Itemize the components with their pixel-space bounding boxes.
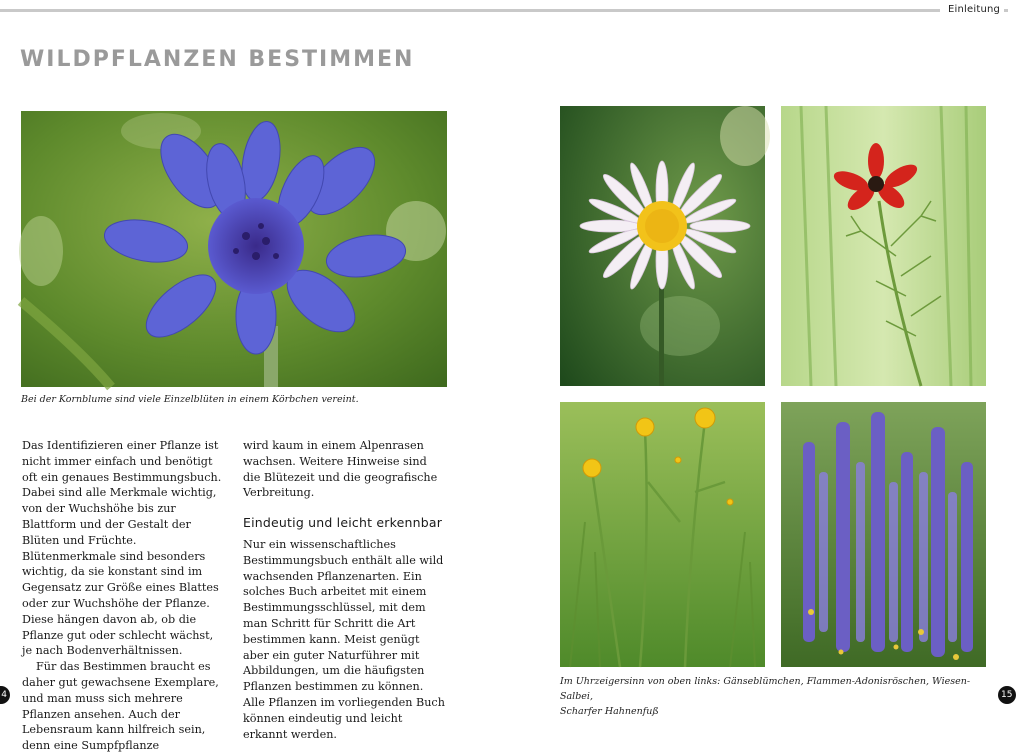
- page-number-left: 4: [0, 686, 10, 704]
- paragraph-identification: Nur ein wissenschaftliches Bestimmungsbuch enthält alle wild wachsenden Pflanzenarten. Ein solches Buch arbeitet mit einem Bestimmungsschlüssel, mit dem man Schritt für Schritt die Art bestimmen kann. Meist genügt aber ein guter Naturführer mit Abbildungen, um die häufigsten Pflanzen bestimmen zu können. Alle Pflanzen im vorliegenden Buch können eindeutig und leicht erkannt werden.: [243, 537, 445, 741]
- cornflower-caption: Bei der Kornblume sind viele Einzelblüten in einem Körbchen vereint.: [21, 394, 359, 405]
- section-label: Einleitung: [948, 4, 1001, 15]
- page-title: WILDPFLANZEN BESTIMMEN: [20, 47, 415, 72]
- paragraph-specimens: Für das Bestimmen braucht es daher gut gewachsene Exemplare, und man muss sich mehrere Pflanzen ansehen. Auch der Lebensraum kann hilfreich sein, denn eine Sumpfpflanze: [22, 660, 219, 753]
- daisy-photo: [560, 106, 765, 386]
- grid-caption: [560, 674, 1000, 719]
- paragraph-intro: Das Identifizieren einer Pflanze ist nicht immer einfach und benötigt oft ein genaues Bestimmungsbuch. Dabei sind alle Merkmale wichtig, von der Wuchshöhe bis zur Blattform und der Gestalt der Blüten und Früchte. Blütenmerkmale sind besonders wichtig, da sie konstant sind im Gegensatz zur Größe eines Blattes oder zur Wuchshöhe der Pflanze. Diese hängen davon ab, ob die Pflanze gut oder schlecht wächst, je nach Bodenverhältnissen.: [22, 439, 222, 658]
- adonis-photo: [781, 106, 986, 386]
- grid-caption-line-2: Scharfer Hahnenfuß: [560, 706, 659, 717]
- buttercup-photo: [560, 402, 765, 667]
- section-heading: Eindeutig und leicht erkennbar: [243, 515, 443, 531]
- salvia-photo: [781, 402, 986, 667]
- grid-caption-line-1: Im Uhrzeigersinn von oben links: Gänseblümchen, Flammen-Adonisröschen, Wiesen-Salbei,: [560, 676, 971, 702]
- header-rule: [0, 9, 940, 12]
- text-column-1: [22, 438, 222, 754]
- paragraph-habitat: wird kaum in einem Alpenrasen wachsen. Weitere Hinweise sind die Blütezeit und die geografische Verbreitung.: [243, 439, 438, 500]
- text-column-2: [243, 438, 445, 742]
- cornflower-photo: [21, 111, 447, 387]
- header-rule-end: [1004, 9, 1008, 12]
- page-number-right: 15: [998, 686, 1016, 704]
